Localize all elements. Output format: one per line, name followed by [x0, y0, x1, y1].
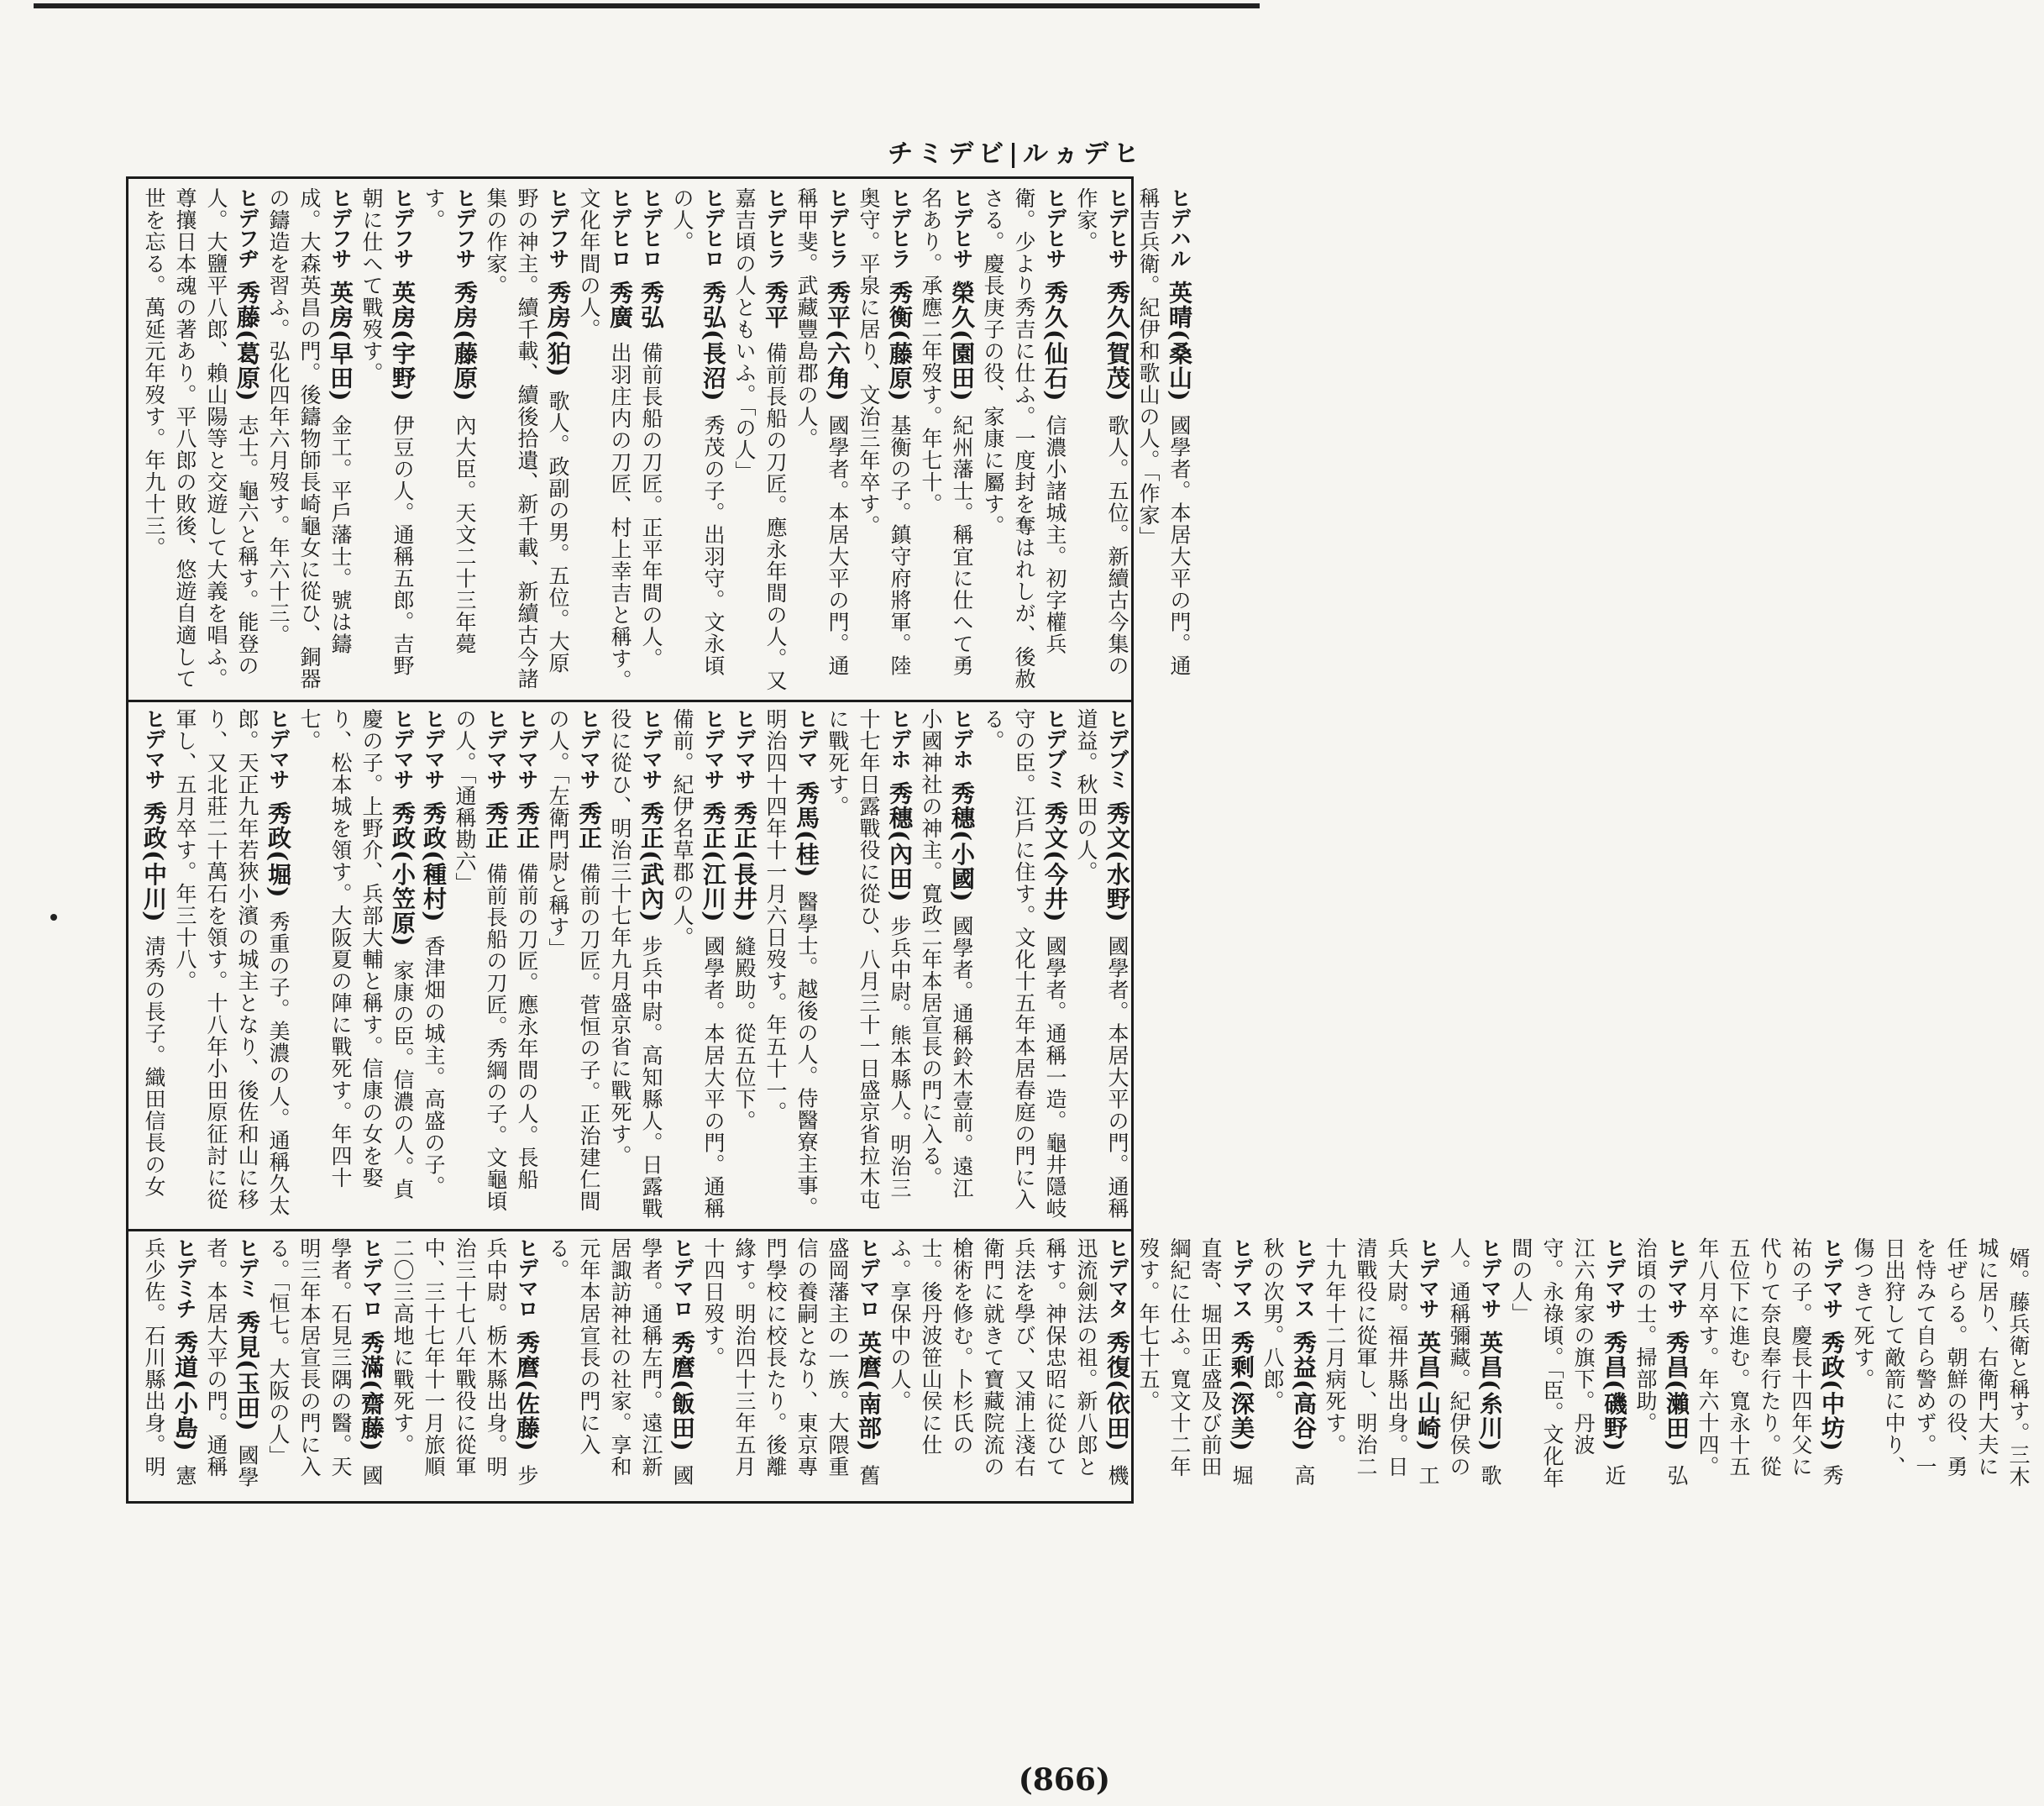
entry-headword: 秀穗(小國) — [948, 780, 976, 903]
entry-headword: 秀政(中坊) — [1818, 1330, 1846, 1452]
entry-headword: 秀文(今井) — [1041, 801, 1069, 923]
entry-reading: ヒデブミ — [1043, 708, 1067, 789]
entry-description: 步兵中尉。栃木縣出身。明治三十七八年戰役に從軍中、三十七年十一月旅順二〇三高地に戰死す。 — [390, 1237, 539, 1487]
dictionary-frame — [126, 176, 2031, 1504]
dictionary-entry — [636, 187, 667, 691]
entry-description: 伊豆の人。通稱五郎。吉野朝に仕へて戰歿す。 — [359, 187, 415, 677]
dictionary-entry — [356, 187, 418, 691]
entry-description: 備前長船の刀匠。正平年間の人。 — [639, 341, 663, 669]
entry-description: 內大臣。天文二十三年薨す。 — [422, 187, 477, 655]
entry-reading: ヒデマロ — [515, 1237, 539, 1318]
dictionary-entry — [915, 187, 977, 691]
entry-headword: 英昌(山崎) — [1414, 1330, 1442, 1452]
entry-reading: ヒデマサ — [390, 708, 415, 789]
dictionary-entry — [760, 708, 822, 1221]
entry-reading: ヒデマス — [1292, 1237, 1316, 1318]
entry-headword: 秀政(種村) — [420, 801, 448, 923]
dictionary-entry — [449, 708, 511, 1221]
entry-reading: ヒデマサ — [515, 708, 539, 789]
entry-headword: 秀藤(葛原) — [233, 280, 261, 402]
entry-description: 近江六角家の旗下。丹波守。永祿頃。「臣。文化年間の人」 — [1509, 1237, 1627, 1489]
dictionary-entry — [1257, 1237, 1319, 1493]
entry-reading: ヒデフサ — [328, 187, 353, 268]
dictionary-entry — [201, 1237, 263, 1493]
entry-reading: ヒデヒラ — [825, 187, 850, 268]
band-top-columns — [128, 179, 1205, 700]
entry-reading: ヒデマサ — [484, 708, 508, 789]
entry-headword: 秀復(依田) — [1103, 1330, 1131, 1452]
entry-description: 備前の刀匠。菅恒の子。正治建仁間の人。「左衛門尉と稱す」 — [546, 708, 601, 1212]
entry-description: 國學者。本居大平の門。通稱道益。秋田の人。 — [1074, 708, 1129, 1220]
entry-headword: 秀見(玉田) — [233, 1310, 261, 1432]
entry-headword: 秀弘 — [637, 280, 665, 329]
entry-description: 國學者。石見三隅の醫。天明三年本居宣長の門に入る。「恒七。大阪の人」 — [266, 1237, 384, 1487]
entry-headword: 秀久(仙石) — [1041, 280, 1069, 402]
entry-description: 婿。藤兵衛と稱す。三木城に居り、右衛門大夫に任ぜらる。朝鮮の役、勇を恃みて自ら警めず。一日出狩して敵箭に中り、傷つきて死す。 — [1851, 1237, 2031, 1488]
entry-reading: ヒデマサ — [1602, 1237, 1627, 1318]
entry-reading: ヒデマサ — [1820, 1237, 1844, 1318]
entry-headword: 秀正 — [482, 801, 510, 850]
ink-dot — [50, 914, 57, 921]
entry-headword: 秀正(長井) — [731, 801, 758, 923]
dictionary-entry — [418, 708, 449, 1221]
entry-headword: 英昌(糸川) — [1476, 1330, 1504, 1452]
entry-description: 紀州藩士。稱宜に仕へて勇名あり。承應二年歿す。年七十。 — [919, 187, 974, 677]
entry-description: 弘治頃の士。掃部助。 — [1633, 1237, 1689, 1487]
entry-description: 國學者。本居大平の門。通稱吉兵衛。紀伊和歌山の人。「作家」 — [1136, 187, 1192, 677]
entry-description: 秀茂の子。出羽守。文永頃の人。 — [670, 187, 726, 677]
entry-headword: 秀正(江川) — [700, 801, 727, 923]
dictionary-entry — [170, 708, 294, 1221]
dictionary-entry — [791, 187, 853, 691]
entry-reading: ヒデマ — [794, 708, 819, 769]
dictionary-entry — [605, 708, 667, 1221]
entry-description: 出羽庄内の刀匠、村上幸吉と稱す。文化年間の人。 — [577, 187, 632, 691]
entry-description: 淸秀の長子。織田信長の女 — [142, 935, 166, 1198]
entry-headword: 秀馬(桂) — [793, 780, 820, 879]
entry-description: 步兵中尉。高知縣人。日露戰役に從ひ、明治三十七年九月盛京省に戰死す。 — [608, 708, 663, 1220]
entry-description: 秀重の子。美濃の人。通稱久太郎。天正九年若狹小濱の城主となり、後佐和山に移り、又北莊二十萬石を領す。十八年小田原征討に從軍し、五月卒す。年三十八。 — [173, 708, 291, 1217]
entry-headword: 秀滿(齋藤) — [358, 1330, 385, 1452]
page-number: (866) — [1018, 1762, 1110, 1798]
top-border-rule — [34, 3, 1260, 8]
entry-description: 國學者。本居大平の門。通稱備前。紀伊名草郡の人。 — [670, 708, 726, 1220]
band-bottom-columns — [128, 1229, 2044, 1501]
entry-reading: ヒデフサ — [546, 187, 570, 268]
entry-description: 堀直寄、堀田正盛及び前田綱紀に仕ふ。寬文十二年歿す。年七十五。 — [1136, 1237, 1254, 1487]
entry-reading: ヒデホ — [950, 708, 974, 769]
entry-reading: ヒデフサ — [453, 187, 477, 268]
entry-description: 金工。平戶藩士。號は鑄成。大森英昌の門。後鑄物師長崎龜女に從ひ、銅器の鑄造を習ふ。弘化四年六月歿す。年六十三。 — [266, 187, 353, 690]
dictionary-entry — [1071, 187, 1133, 691]
entry-headword: 秀文(水野) — [1103, 801, 1131, 923]
entry-reading: ヒデマサ — [1478, 1237, 1502, 1318]
entry-reading: ヒデマサ — [577, 708, 601, 789]
entry-headword: 秀平 — [762, 280, 789, 329]
entry-headword: 秀房(藤原) — [451, 280, 479, 402]
dictionary-entry — [822, 708, 915, 1221]
entry-headword: 秀衡(藤原) — [886, 280, 914, 402]
entry-reading: ヒデマタ — [1105, 1237, 1129, 1318]
entry-description: 國學者。通稱一造。龜井隱岐守の臣。江戶に住す。文化十五年本居春庭の門に入る。 — [981, 708, 1067, 1220]
dictionary-entry — [1319, 1237, 1444, 1493]
entry-headword: 秀平(六角) — [824, 280, 852, 402]
entry-headword: 秀道(小島) — [171, 1330, 199, 1452]
entry-headword: 秀政(堀) — [265, 801, 292, 899]
entry-headword: 榮久(園田) — [948, 280, 976, 402]
dictionary-entry — [667, 708, 729, 1221]
dictionary-entry — [729, 187, 791, 691]
band-top — [128, 179, 1193, 702]
entry-headword: 秀弘(長沼) — [700, 280, 727, 402]
entry-headword: 秀麿(飯田) — [668, 1330, 696, 1452]
entry-description: 憲兵少佐。石川縣出身。明 — [142, 1237, 197, 1487]
band-middle-columns — [128, 700, 1143, 1229]
dictionary-entry — [1133, 1237, 1257, 1493]
entry-headword: 秀廣 — [606, 280, 634, 329]
dictionary-entry — [418, 187, 480, 691]
entry-description: 高秋の次男。八郎。 — [1260, 1237, 1316, 1487]
entry-reading: ヒデヒロ — [608, 187, 632, 268]
entry-description: 國學者。通稱鈴木壹前。遠江小國神社の神主。寬政二年本居宣長の門に入る。 — [919, 708, 974, 1200]
dictionary-entry — [139, 708, 170, 1221]
entry-headword: 英晴(桑山) — [1166, 280, 1193, 402]
entry-headword: 英房(宇野) — [389, 280, 417, 402]
dictionary-entry — [574, 187, 636, 691]
entry-reading: ヒデマサ — [732, 708, 757, 789]
dictionary-entry — [915, 708, 977, 1221]
dictionary-entry — [1506, 1237, 1630, 1493]
entry-reading: ヒデヒサ — [1043, 187, 1067, 268]
entry-description: 國學者。本居大平の門。通稱甲斐。武藏豐島郡の人。 — [794, 187, 850, 677]
dictionary-entry — [1071, 708, 1133, 1221]
entry-reading: ヒデブミ — [1105, 708, 1129, 789]
entry-headword: 秀正 — [513, 801, 541, 850]
entry-description: 歌人。五位。新續古今集の作家。 — [1074, 187, 1129, 677]
dictionary-entry — [1692, 1237, 1847, 1493]
entry-reading: ヒデマサ — [266, 708, 291, 789]
dictionary-entry — [387, 1237, 542, 1493]
dictionary-entry — [542, 1237, 698, 1493]
entry-reading: ヒデヒサ — [950, 187, 974, 268]
dictionary-entry — [1444, 1237, 1506, 1493]
dictionary-entry — [729, 708, 760, 1221]
entry-headword: 秀剩(深美) — [1228, 1330, 1255, 1452]
entry-reading: ヒデハル — [1167, 187, 1192, 268]
entry-description: 國學者。本居大平の門。通稱 — [204, 1237, 259, 1488]
entry-reading: ヒデホ — [888, 708, 912, 769]
entry-reading: ヒデマサ — [1416, 1237, 1440, 1318]
entry-headword: 秀正 — [575, 801, 603, 850]
entry-description: 基衡の子。鎮守府將軍。陸奥守。平泉に居り、文治三年卒す。 — [857, 187, 912, 677]
entry-reading: ヒデヒロ — [639, 187, 663, 268]
dictionary-entry — [853, 187, 915, 691]
dictionary-entry — [1847, 1237, 2034, 1493]
dictionary-entry — [884, 1237, 1133, 1493]
entry-reading: ヒデマサ — [422, 708, 446, 789]
dictionary-entry — [977, 708, 1071, 1221]
entry-headword: 秀麿(佐藤) — [513, 1330, 541, 1452]
entry-reading: ヒデマサ — [1664, 1237, 1689, 1318]
entry-description: 縫殿助。從五位下。 — [732, 935, 757, 1132]
entry-description: 香津畑の城主。高盛の子。 — [422, 935, 446, 1198]
entry-reading: ヒデマロ — [670, 1237, 694, 1318]
entry-description: 備前の刀匠。應永年間の人。長船 — [515, 862, 539, 1190]
entry-reading: ヒデマサ — [701, 708, 726, 789]
entry-reading: ヒデフサ — [390, 187, 415, 268]
entry-headword: 秀正(武內) — [637, 801, 665, 923]
entry-description: 備前長船の刀匠。秀綱の子。文龜頃の人。「通稱勘六」 — [453, 708, 508, 1212]
entry-reading: ヒデヒラ — [888, 187, 912, 268]
entry-description: 工兵大尉。福井縣出身。日清戰役に從軍し、明治二十九年十二月病死す。 — [1323, 1237, 1440, 1487]
entry-description: 家康の臣。信濃の人。貞慶の子。上野介、兵部大輔と稱す。信康の女を娶り、松本城を領す。大阪夏の陣に戰死す。年四十七。 — [297, 708, 415, 1200]
dictionary-entry — [294, 708, 418, 1221]
entry-reading: ヒデフヂ — [235, 187, 259, 268]
entry-reading: ヒデマロ — [857, 1237, 881, 1318]
entry-description: 醫學士。越後の人。侍醫寮主事。明治四十四年十一月六日歿す。年五十一。 — [763, 708, 819, 1219]
entry-reading: ヒデマロ — [359, 1237, 384, 1318]
entry-reading: ヒデヒロ — [701, 187, 726, 268]
entry-description: 國學者。通稱左門。遠江新居諏訪神社の社家。享和元年本居宣長の門に入る。 — [546, 1237, 694, 1487]
entry-headword: 秀穗(內田) — [886, 780, 914, 903]
entry-reading: ヒデマス — [1229, 1237, 1254, 1318]
dictionary-entry — [1133, 187, 1195, 691]
dictionary-entry — [698, 1237, 884, 1493]
entry-reading: ヒデミ — [235, 1237, 259, 1298]
entry-description: 舊盛岡藩主の一族。大隈重信の養嗣となり、東京專門學校に校長たり。後離緣す。明治四十三年五月十四日歿す。 — [701, 1237, 881, 1487]
entry-reading: ヒデマサ — [142, 708, 166, 789]
entry-headword: 秀房(狛) — [544, 280, 572, 378]
entry-description: 步兵中尉。熊本縣人。明治三十七年日露戰役に從ひ、八月三十一日盛京省拉木屯に戰死す。 — [825, 708, 912, 1210]
band-bottom — [128, 1229, 2031, 1501]
entry-headword: 秀久(賀茂) — [1103, 280, 1131, 402]
band-middle — [128, 700, 1131, 1231]
dictionary-entry — [1630, 1237, 1692, 1493]
entry-description: 備前長船の刀匠。應永年間の人。又嘉吉頃の人ともいふ。「の人」 — [732, 187, 788, 691]
entry-description: 秀祐の子。慶長十四年父に代りて奈良奉行たり。從五位下に進む。寬永十五年八月卒す。年六十四。 — [1695, 1237, 1844, 1487]
dictionary-entry — [480, 187, 574, 691]
dictionary-entry — [511, 708, 542, 1221]
dictionary-entry — [542, 708, 605, 1221]
entry-headword: 英麿(南部) — [855, 1330, 883, 1452]
entry-description: 機迅流劍法の祖。新八郎と稱す。神保忠昭に從ひて兵法を學び、又浦上淺右衛門に就きて寶藏院流の槍術を修む。卜杉氏の士。後丹波笹山侯に仕ふ。享保中の人。 — [888, 1237, 1129, 1487]
entry-headword: 秀益(高谷) — [1290, 1330, 1318, 1452]
dictionary-entry — [667, 187, 729, 691]
entry-reading: ヒデミチ — [173, 1237, 197, 1318]
entry-description: 信濃小諸城主。初字權兵衛。少より秀吉に仕ふ。一度封を奪はれしが、後赦さる。慶長庚子の役、家康に屬す。 — [981, 187, 1067, 690]
dictionary-entry — [263, 187, 356, 691]
entry-reading: ヒデヒラ — [763, 187, 788, 268]
entry-headword: 英房(早田) — [327, 280, 354, 402]
dictionary-entry — [977, 187, 1071, 691]
entry-description: 志士。龜六と稱す。能登の人。大鹽平八郎、賴山陽等と交遊して大義を唱ふ。尊攘日本魂の著あり。平八郎の敗後、悠遊自適して世を忘る。萬延元年歿す。年九十三。 — [142, 187, 259, 690]
dictionary-entry — [139, 1237, 201, 1493]
entry-headword: 秀昌(瀨田) — [1663, 1330, 1690, 1452]
dictionary-entry — [263, 1237, 387, 1493]
entry-reading: ヒデヒサ — [1105, 187, 1129, 268]
entry-headword: 秀政(中川) — [140, 801, 168, 923]
entry-description: 歌人。通稱彌藏。紀伊侯の — [1447, 1237, 1502, 1487]
entry-headword: 秀政(小笠原) — [389, 801, 417, 948]
running-head: チミデビ|ルヵデヒ — [888, 139, 1144, 169]
dictionary-entry — [139, 187, 263, 691]
entry-reading: ヒデマサ — [639, 708, 663, 789]
entry-description: 歌人。政副の男。五位。大原野の神主。續千載、續後拾遺、新千載、新續古今諸集の作家。 — [484, 187, 570, 690]
entry-headword: 秀昌(磯野) — [1601, 1330, 1628, 1452]
